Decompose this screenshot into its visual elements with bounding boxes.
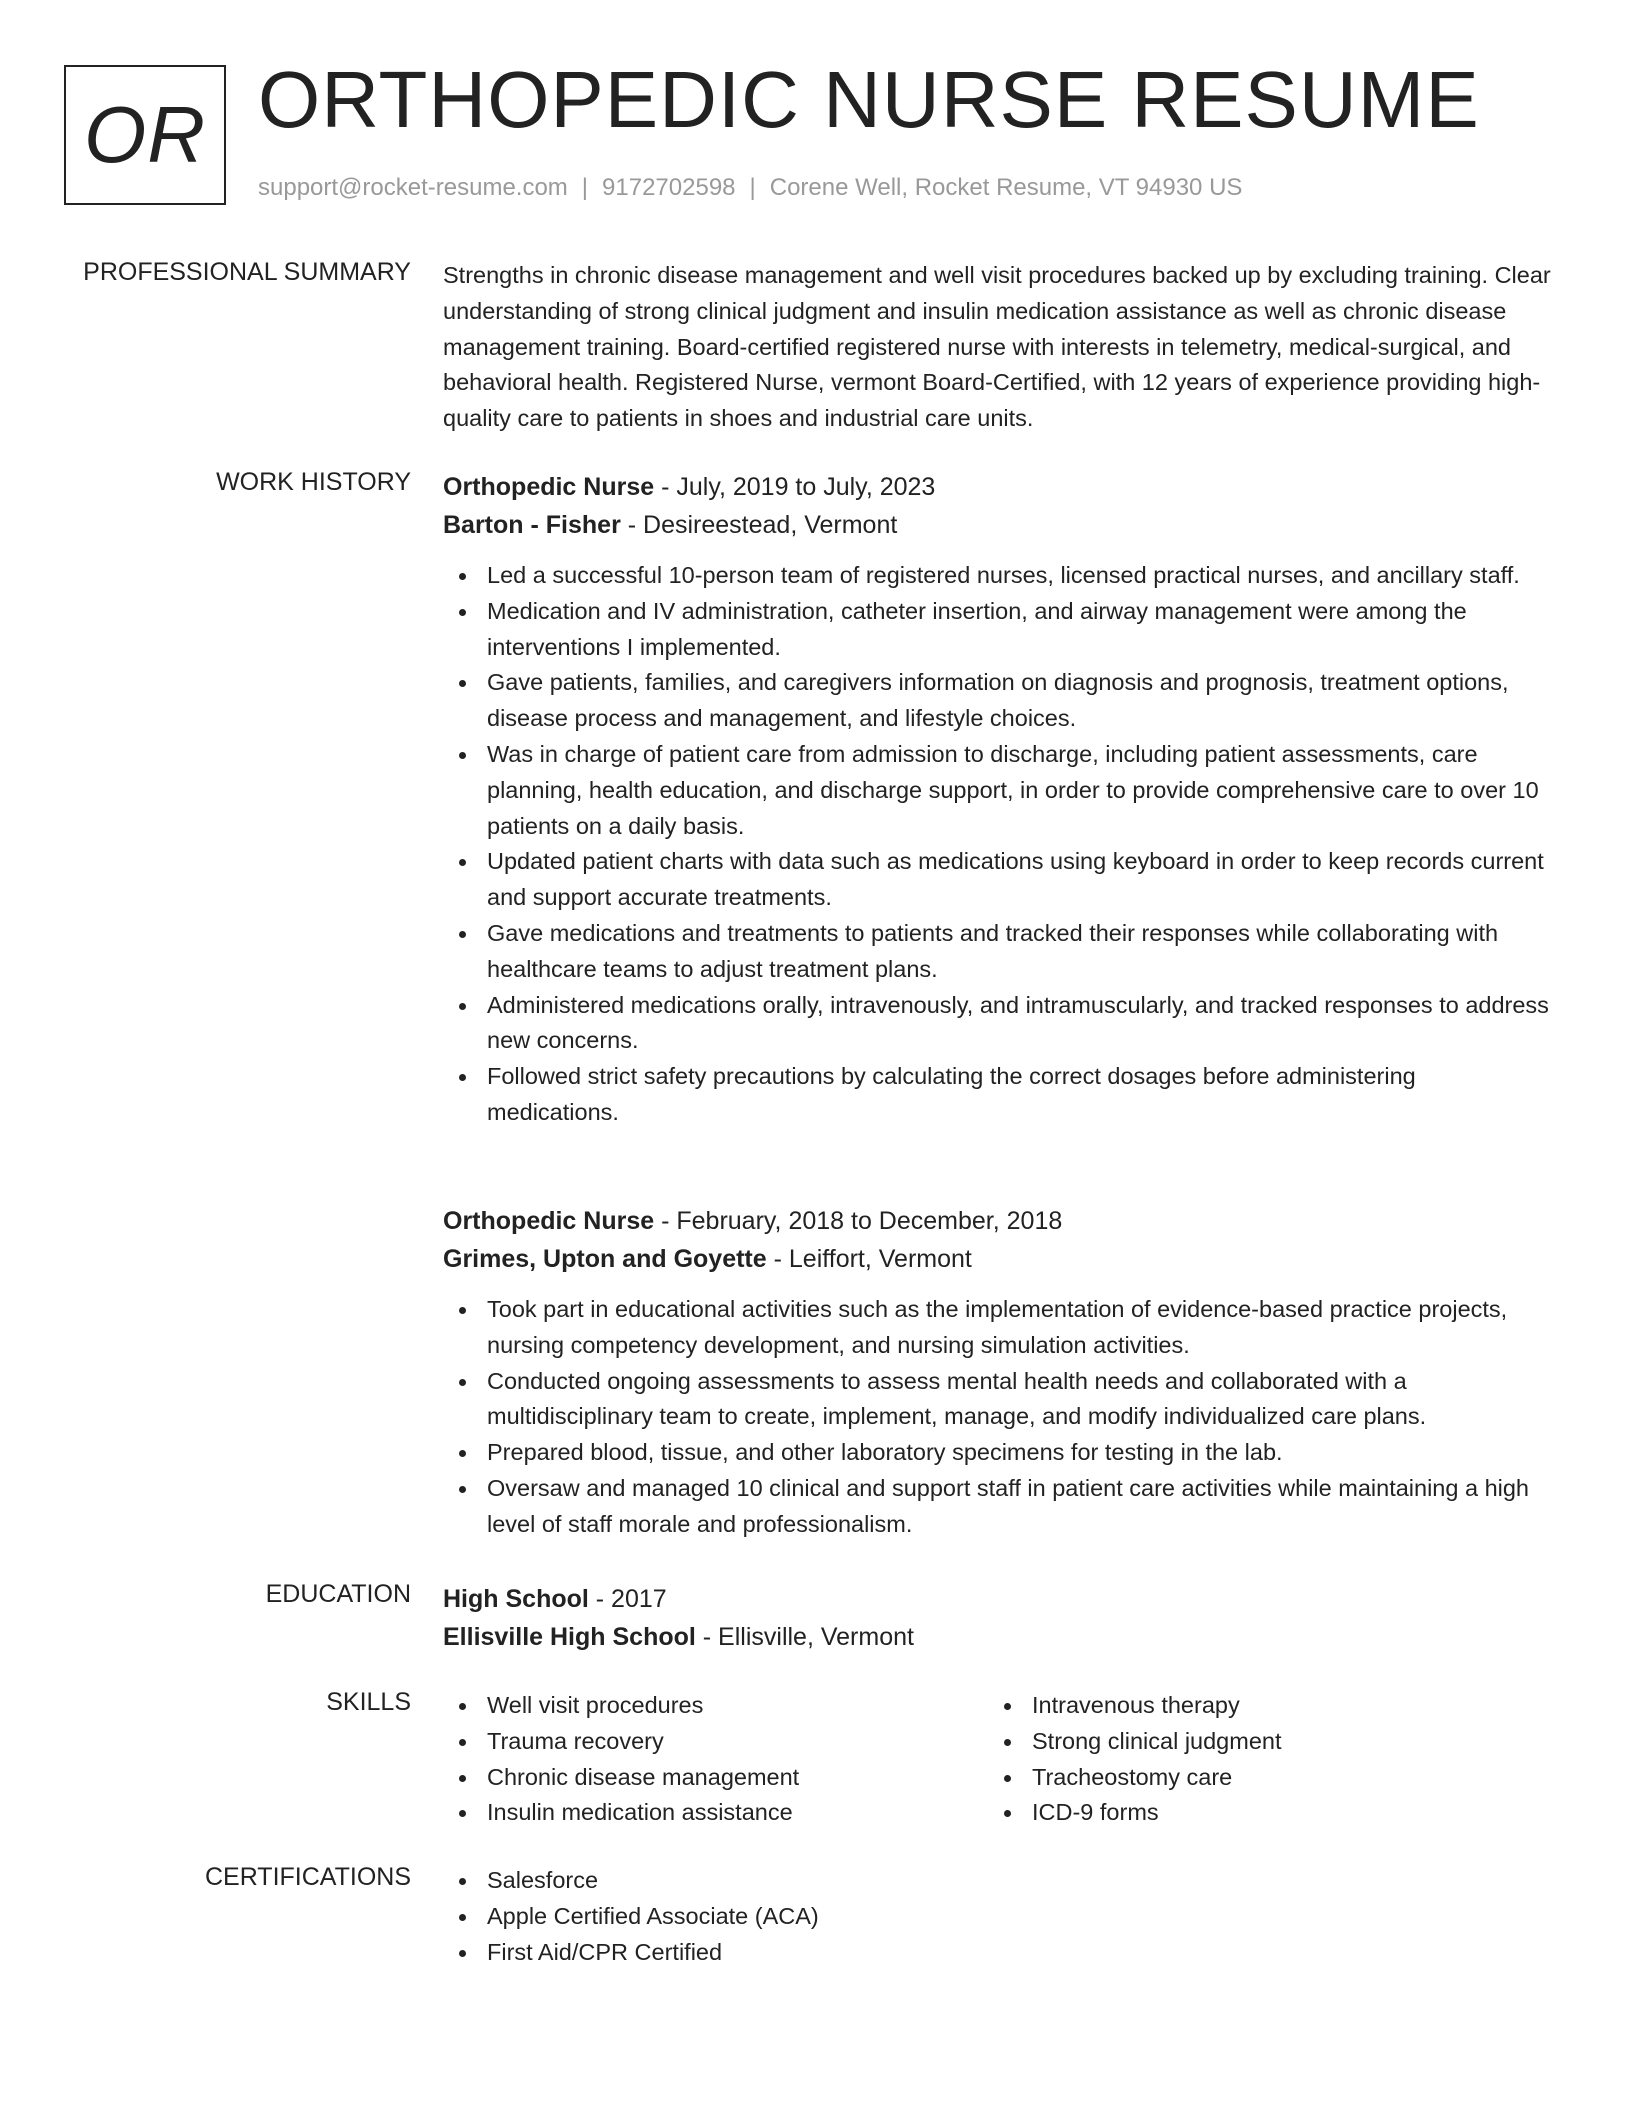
job-title-line — [443, 1202, 1553, 1240]
job-title: Orthopedic Nurse — [443, 1207, 655, 1235]
list-item: Oversaw and managed 10 clinical and support staff in patient care activities while maintaining a high level of staff morale and professionalism. — [443, 1471, 1553, 1543]
summary-heading: PROFESSIONAL SUMMARY — [83, 258, 411, 286]
job-location: - Desireestead, Vermont — [620, 511, 898, 539]
contact-email: support@rocket-resume.com — [258, 174, 568, 201]
education-degree-line — [443, 1580, 1553, 1618]
list-item: Was in charge of patient care from admission to discharge, including patient assessments, care planning, health education, and discharge support, in order to provide comprehensive care to over 10 patients on a daily basis. — [443, 737, 1553, 844]
summary-text: Strengths in chronic disease management and well visit procedures backed up by excluding training. Clear understanding of strong clinical judgment and insulin medication assistance as well as chronic disease management training. Board-certified registered nurse with interests in telemetry, medical-surgical, and behavioral health. Registered Nurse, vermont Board-Certified, with 12 years of experience providing high-quality care to patients in shoes and industrial care units. — [443, 262, 1551, 432]
list-item: Prepared blood, tissue, and other laboratory specimens for testing in the lab. — [443, 1435, 1553, 1471]
job-company: Barton - Fisher — [443, 511, 621, 539]
job-title-line — [443, 468, 1553, 506]
education-location: - Ellisville, Vermont — [695, 1623, 914, 1651]
job-entry — [443, 1202, 1553, 1543]
skill-item: Chronic disease management — [443, 1760, 988, 1796]
skills-heading: SKILLS — [326, 1688, 411, 1716]
skill-item: Tracheostomy care — [988, 1760, 1533, 1796]
job-company-line — [443, 1240, 1553, 1278]
list-item: Administered medications orally, intravenously, and intramuscularly, and tracked responses to address new concerns. — [443, 988, 1553, 1060]
skill-item: Trauma recovery — [443, 1724, 988, 1760]
contact-phone: 9172702598 — [602, 174, 736, 201]
job-dates: - February, 2018 to December, 2018 — [654, 1207, 1063, 1235]
job-company-line — [443, 506, 1553, 544]
list-item: Conducted ongoing assessments to assess mental health needs and collaborated with a multidisciplinary team to create, implement, manage, and modify individualized care plans. — [443, 1364, 1553, 1436]
certification-item: First Aid/CPR Certified — [443, 1935, 1553, 1971]
list-item: Gave patients, families, and caregivers information on diagnosis and prognosis, treatment options, disease process and management, and lifestyle choices. — [443, 665, 1553, 737]
job-duties-list — [443, 558, 1553, 1131]
list-item: Medication and IV administration, catheter insertion, and airway management were among the interventions I implemented. — [443, 594, 1553, 666]
list-item: Followed strict safety precautions by calculating the correct dosages before administering medications. — [443, 1059, 1553, 1131]
summary-content — [443, 258, 1553, 437]
certifications-content — [443, 1863, 1553, 1970]
job-title: Orthopedic Nurse — [443, 473, 655, 501]
list-item: Took part in educational activities such as the implementation of evidence-based practice projects, nursing competency development, and nursing simulation activities. — [443, 1292, 1553, 1364]
skills-content — [443, 1688, 1553, 1831]
work-history-content-2 — [443, 1202, 1553, 1543]
skill-item: Strong clinical judgment — [988, 1724, 1533, 1760]
job-duties-list — [443, 1292, 1553, 1543]
skill-item: ICD-9 forms — [988, 1795, 1533, 1831]
work-history-heading: WORK HISTORY — [216, 468, 411, 496]
contact-address: Corene Well, Rocket Resume, VT 94930 US — [769, 174, 1243, 201]
education-school-line — [443, 1618, 1553, 1656]
skill-item: Insulin medication assistance — [443, 1795, 988, 1831]
job-dates: - July, 2019 to July, 2023 — [654, 473, 936, 501]
contact-separator: | — [581, 174, 589, 201]
list-item: Gave medications and treatments to patients and tracked their responses while collaborating with healthcare teams to adjust treatment plans. — [443, 916, 1553, 988]
list-item: Led a successful 10-person team of registered nurses, licensed practical nurses, and ancillary staff. — [443, 558, 1553, 594]
education-year: - 2017 — [588, 1585, 667, 1613]
job-entry — [443, 468, 1553, 1131]
monogram-logo: OR — [64, 65, 226, 205]
certifications-list — [443, 1863, 1553, 1970]
list-item: Updated patient charts with data such as medications using keyboard in order to keep records current and support accurate treatments. — [443, 844, 1553, 916]
certification-item: Salesforce — [443, 1863, 1553, 1899]
contact-line — [258, 174, 1242, 202]
education-degree: High School — [443, 1585, 589, 1613]
education-content — [443, 1580, 1553, 1656]
skills-column-2 — [988, 1688, 1533, 1831]
education-heading: EDUCATION — [265, 1580, 411, 1608]
job-location: - Leiffort, Vermont — [766, 1245, 972, 1273]
skill-item: Intravenous therapy — [988, 1688, 1533, 1724]
certification-item: Apple Certified Associate (ACA) — [443, 1899, 1553, 1935]
skill-item: Well visit procedures — [443, 1688, 988, 1724]
certifications-heading: CERTIFICATIONS — [204, 1863, 411, 1891]
education-school: Ellisville High School — [443, 1623, 696, 1651]
work-history-content — [443, 468, 1553, 1131]
contact-separator: | — [749, 174, 756, 201]
resume-title: ORTHOPEDIC NURSE RESUME — [258, 55, 1480, 144]
skills-column-1 — [443, 1688, 988, 1831]
job-company: Grimes, Upton and Goyette — [443, 1245, 767, 1273]
